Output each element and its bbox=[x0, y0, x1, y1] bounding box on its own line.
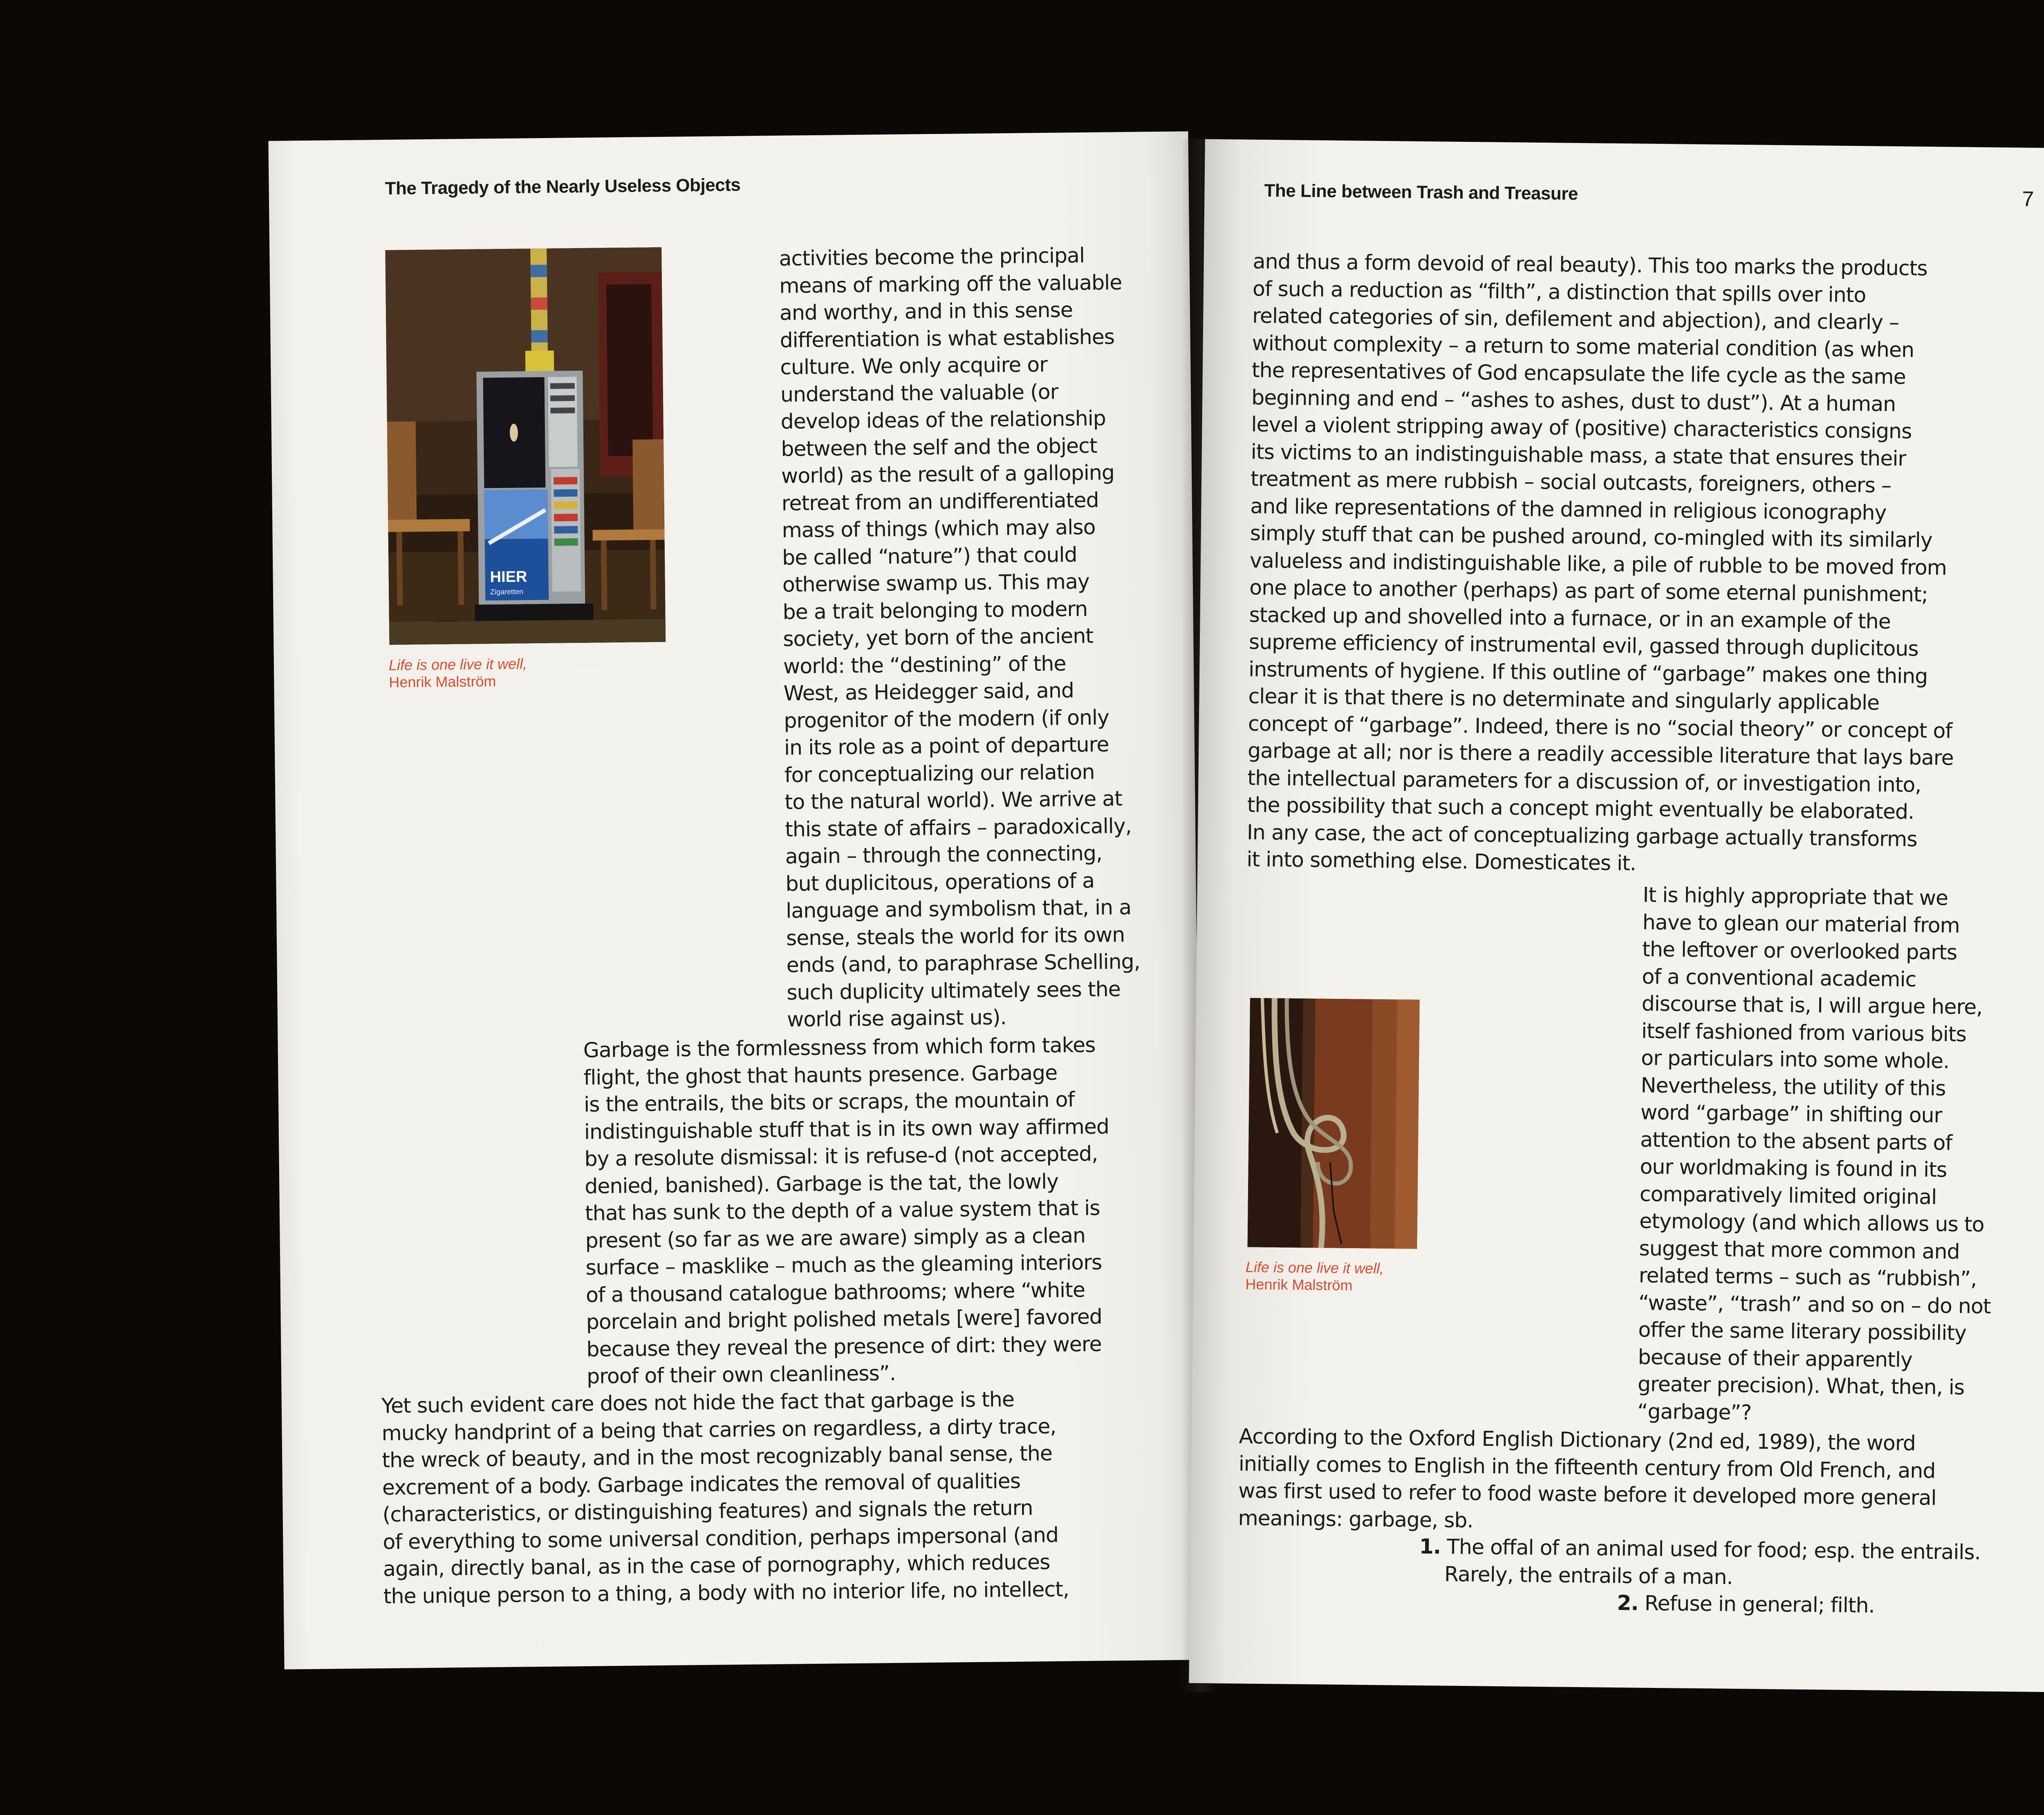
rope-image bbox=[1247, 998, 1419, 1249]
right-top-line: and like representations of the damned in religious iconography bbox=[1250, 494, 1887, 525]
left-middle-line: proof of their own cleanliness”. bbox=[586, 1361, 896, 1388]
right-top-line: the possibility that such a concept might eventually be elaborated. bbox=[1247, 792, 1914, 824]
left-column-line: language and symbolism that, in a bbox=[785, 895, 1132, 923]
left-bottom-line: of everything to some universal condition, perhaps impersonal (and bbox=[383, 1522, 1059, 1554]
left-middle-paragraph bbox=[583, 1031, 1112, 1390]
right-column-line: “waste”, “trash” and so on – do not bbox=[1638, 1290, 1991, 1318]
left-middle-line: present (so far as we are aware) simply as a clean bbox=[585, 1223, 1086, 1253]
left-column-line: world) as the result of a galloping bbox=[781, 460, 1115, 488]
left-column-line: between the self and the object bbox=[781, 433, 1097, 461]
left-column-line: understand the valuable (or bbox=[780, 379, 1058, 407]
left-middle-line: indistinguishable stuff that is in its own way affirmed bbox=[584, 1114, 1109, 1144]
right-top-line: garbage at all; nor is there a readily accessible literature that lays bare bbox=[1247, 738, 1954, 770]
vending-machine-image bbox=[385, 247, 666, 645]
right-column-line: discourse that is, I will argue here, bbox=[1641, 991, 1983, 1019]
vending-machine-photo bbox=[385, 247, 666, 645]
right-column-line: It is highly appropriate that we bbox=[1643, 882, 1948, 910]
right-top-line: one place to another (perhaps) as part of some eternal punishment; bbox=[1249, 575, 1928, 606]
left-bottom-line: mucky handprint of a being that carries on regardless, a dirty trace, bbox=[381, 1414, 1056, 1445]
left-bottom-line: Yet such evident care does not hide the fact that garbage is the bbox=[381, 1387, 1015, 1418]
left-bottom-line: excrement of a body. Garbage indicates the removal of qualities bbox=[382, 1468, 1021, 1499]
left-middle-line: is the entrails, the bits or scraps, the mountain of bbox=[583, 1087, 1075, 1117]
zigaretten-sign-text: Zigaretten bbox=[490, 587, 524, 596]
left-column-line: world rise against us). bbox=[787, 1005, 1006, 1032]
right-narrow-column bbox=[1637, 882, 1995, 1429]
right-top-line: concept of “garbage”. Indeed, there is no “social theory” or concept of bbox=[1248, 711, 1952, 743]
definition-1-line-1: The offal of an animal used for food; esp. the entrails. bbox=[1446, 1534, 1981, 1564]
left-running-head: The Tragedy of the Nearly Useless Objects bbox=[385, 175, 741, 199]
left-bottom-line: the unique person to a thing, a body with no interior life, no intellect, bbox=[383, 1577, 1069, 1608]
right-top-line: the intellectual parameters for a discussion of, or investigation into, bbox=[1247, 765, 1921, 797]
right-caption-title: Life is one live it well, bbox=[1245, 1258, 1384, 1277]
left-column-line: and worthy, and in this sense bbox=[779, 298, 1073, 325]
right-top-line: In any case, the act of conceptualizing garbage actually transforms bbox=[1246, 819, 1917, 851]
right-column-line: related terms – such as “rubbish”, bbox=[1638, 1263, 1977, 1291]
right-column-line: attention to the absent parts of bbox=[1640, 1127, 1952, 1155]
right-top-line: its victims to an indistinguishable mass, a state that ensures their bbox=[1251, 439, 1906, 470]
right-column-line: or particulars into some whole. bbox=[1641, 1045, 1950, 1073]
left-column-line: progenitor of the modern (if only bbox=[784, 705, 1109, 733]
definition-2-text: Refuse in general; filth. bbox=[1644, 1591, 1875, 1618]
right-column-line: suggest that more common and bbox=[1639, 1236, 1960, 1264]
left-column-line: otherwise swamp us. This may bbox=[782, 569, 1090, 597]
right-bottom-paragraph bbox=[1238, 1423, 1937, 1539]
definition-1-line-2: Rarely, the entrails of a man. bbox=[1444, 1562, 1733, 1589]
page-number: 7 bbox=[2022, 187, 2034, 211]
left-bottom-paragraph bbox=[381, 1385, 1069, 1610]
left-column-line: such duplicity ultimately sees the bbox=[787, 976, 1121, 1005]
right-column-line: greater precision). What, then, is bbox=[1637, 1372, 1965, 1399]
left-column-line: world: the “destining” of the bbox=[783, 651, 1066, 678]
right-column-line: itself fashioned from various bits bbox=[1641, 1018, 1967, 1046]
left-caption-artist: Henrik Malström bbox=[389, 673, 496, 691]
right-top-line: beginning and end – “ashes to ashes, dust to dust”). At a human bbox=[1251, 385, 1896, 416]
right-top-line: valueless and indistinguishable like, a pile of rubble to be moved from bbox=[1249, 548, 1947, 580]
right-top-line: level a violent stripping away of (positive) characteristics consigns bbox=[1251, 412, 1912, 443]
right-top-line: simply stuff that can be pushed around, co-mingled with its similarly bbox=[1250, 521, 1932, 553]
right-bottom-line: initially comes to English in the fifteenth century from Old French, and bbox=[1238, 1451, 1936, 1483]
left-column-line: be a trait belonging to modern bbox=[782, 596, 1088, 624]
left-page bbox=[268, 131, 1204, 1669]
definition-2 bbox=[1617, 1589, 1875, 1619]
left-column-line: mass of things (which may also bbox=[782, 515, 1096, 542]
left-column-line: activities become the principal bbox=[779, 243, 1085, 271]
left-middle-line: Garbage is the formlessness from which form takes bbox=[583, 1032, 1096, 1062]
right-page bbox=[1189, 139, 2044, 1692]
right-column-line: our worldmaking is found in its bbox=[1640, 1154, 1947, 1182]
right-column-line: have to glean our material from bbox=[1642, 910, 1960, 938]
rope-photo bbox=[1247, 998, 1419, 1249]
right-column-line: comparatively limited original bbox=[1639, 1182, 1937, 1209]
right-column-line: etymology (and which allows us to bbox=[1639, 1209, 1984, 1237]
left-column-line: to the natural world). We arrive at bbox=[784, 786, 1123, 814]
left-column-line: means of marking off the valuable bbox=[779, 270, 1122, 298]
left-column-line: be called “nature”) that could bbox=[782, 542, 1077, 570]
left-bottom-line: again, directly banal, as in the case of pornography, which reduces bbox=[383, 1550, 1050, 1581]
right-column-line: word “garbage” in shifting our bbox=[1640, 1100, 1942, 1128]
definition-2-number: 2. bbox=[1617, 1591, 1639, 1615]
left-caption-title: Life is one live it well, bbox=[388, 655, 527, 674]
right-top-line: it into something else. Domesticates it. bbox=[1246, 847, 1636, 875]
left-column-line: in its role as a point of departure bbox=[784, 732, 1109, 760]
left-column-line: develop ideas of the relationship bbox=[780, 406, 1106, 434]
left-middle-line: because they reveal the presence of dirt: they were bbox=[586, 1332, 1102, 1361]
right-top-line: clear it is that there is no determinate and singularly applicable bbox=[1248, 684, 1880, 715]
left-middle-line: denied, banished). Garbage is the tat, the lowly bbox=[584, 1169, 1059, 1198]
left-middle-line: porcelain and bright polished metals [were] favored bbox=[586, 1304, 1103, 1334]
left-column-line: West, as Heidegger said, and bbox=[783, 678, 1074, 705]
left-column-line: society, yet born of the ancient bbox=[782, 623, 1094, 651]
left-column-line: differentiation is what establishes bbox=[780, 324, 1115, 352]
left-column-line: ends (and, to paraphrase Schelling, bbox=[786, 949, 1141, 977]
left-middle-line: by a resolute dismissal: it is refuse-d (not accepted, bbox=[584, 1141, 1098, 1171]
left-column-line: sense, steals the world for its own bbox=[786, 922, 1125, 950]
right-running-head: The Line between Trash and Treasure bbox=[1264, 180, 1578, 204]
left-middle-line: of a thousand catalogue bathrooms; where “white bbox=[585, 1277, 1085, 1307]
right-column-line: of a conventional academic bbox=[1642, 964, 1916, 991]
right-column-line: “garbage”? bbox=[1637, 1399, 1752, 1424]
right-column-line: offer the same literary possibility bbox=[1638, 1317, 1967, 1345]
left-column-line: retreat from an undifferentiated bbox=[781, 488, 1099, 515]
right-top-line: related categories of sin, defilement and abjection), and clearly – bbox=[1252, 303, 1899, 335]
right-top-line: without complexity – a return to some material condition (as when bbox=[1252, 331, 1914, 362]
left-column-line: but duplicitous, operations of a bbox=[785, 868, 1095, 896]
right-caption-artist: Henrik Malström bbox=[1245, 1276, 1353, 1294]
right-figure-caption bbox=[1245, 1259, 1384, 1295]
right-top-paragraph bbox=[1246, 248, 1959, 880]
left-middle-line: surface – masklike – much as the gleaming interiors bbox=[585, 1250, 1102, 1280]
right-bottom-line: meanings: garbage, sb. bbox=[1238, 1505, 1473, 1532]
right-top-line: instruments of hygiene. If this outline of “garbage” makes one thing bbox=[1248, 657, 1928, 688]
right-top-line: the representatives of God encapsulate the life cycle as the same bbox=[1251, 358, 1906, 389]
left-narrow-column bbox=[779, 242, 1141, 1033]
right-column-line: Nevertheless, the utility of this bbox=[1641, 1073, 1946, 1100]
right-bottom-line: According to the Oxford English Dictionary (2nd ed, 1989), the word bbox=[1239, 1424, 1916, 1455]
left-middle-line: that has sunk to the depth of a value system that is bbox=[585, 1195, 1100, 1225]
right-column-line: the leftover or overlooked parts bbox=[1642, 937, 1957, 965]
left-column-line: culture. We only acquire or bbox=[780, 352, 1048, 379]
left-bottom-line: the wreck of beauty, and in the most recognizably banal sense, the bbox=[381, 1441, 1053, 1473]
hier-sign-text: HIER bbox=[490, 568, 527, 586]
right-top-line: supreme efficiency of instrumental evil, gassed through duplicitous bbox=[1248, 629, 1918, 661]
left-bottom-line: (characteristics, or distinguishing features) and signals the return bbox=[382, 1495, 1033, 1527]
definition-1 bbox=[1419, 1533, 1981, 1593]
right-top-line: stacked up and shovelled into a furnace, or in an example of the bbox=[1249, 602, 1891, 633]
right-top-line: of such a reduction as “filth”, a distinction that spills over into bbox=[1252, 276, 1866, 307]
right-top-line: treatment as mere rubbish – social outcasts, foreigners, others – bbox=[1250, 466, 1892, 497]
definition-1-number: 1. bbox=[1419, 1534, 1441, 1559]
right-bottom-line: was first used to refer to food waste before it developed more general bbox=[1238, 1478, 1936, 1510]
left-column-line: for conceptualizing our relation bbox=[784, 759, 1095, 787]
left-figure-caption bbox=[389, 655, 527, 691]
right-top-line: and thus a form devoid of real beauty). This too marks the products bbox=[1253, 249, 1927, 280]
left-middle-line: flight, the ghost that haunts presence. Garbage bbox=[583, 1060, 1058, 1090]
left-column-line: this state of affairs – paradoxically, bbox=[784, 813, 1132, 841]
left-column-line: again – through the connecting, bbox=[785, 841, 1103, 868]
right-column-line: because of their apparently bbox=[1638, 1345, 1913, 1372]
